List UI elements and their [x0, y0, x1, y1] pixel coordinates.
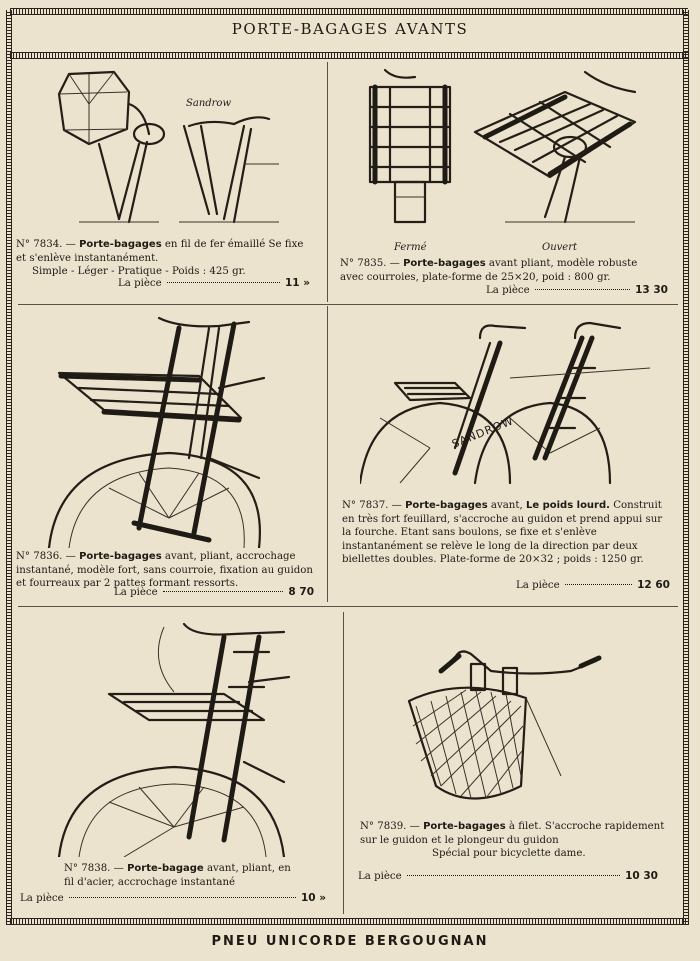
product-7834-price: 11 »	[284, 277, 310, 289]
product-7834-price-label: La pièce	[118, 278, 162, 289]
product-7836-desc: avant, pliant, accrochage instantané, modèle fort, sans courroie, fixation au guidon et fourreaux par 2 pattes formant ressorts.	[16, 551, 313, 589]
product-7839-price: 10 30	[625, 870, 658, 882]
product-7838-illustration	[54, 612, 354, 857]
product-7838-price-row	[20, 892, 326, 904]
horizontal-divider-2	[18, 606, 678, 607]
product-7835-description: N° 7835. — Porte-bagages avant pliant, modèle robuste avec courroies, plate-forme de 25×20, poid : 800 gr.	[340, 258, 638, 283]
product-7837	[330, 306, 680, 602]
product-7837-desc: Construit en très fort feuillard, s'accroche au guidon et prend appui sur la fourche. Etant sans boulons, se fixe et s'enlève instantanément se relève le long de la direction par deux biellettes doubles. Plate-forme de 20×32 ; poids : 1250 gr.	[342, 500, 663, 565]
product-7839-price-dots	[407, 875, 620, 876]
product-7837-description: N° 7837. — Porte-bagages avant, Le poids lourd. Construit en très fort feuillard, s'accroche au guidon et prend appui sur la fourche. Etant sans boulons, se fixe et s'enlève instantanément se relève le long de la direction par deux biellettes doubles. Plate-forme de 20×32 ; poids : 1250 gr.	[342, 500, 663, 565]
product-7839-name: Porte-bagages	[423, 821, 506, 832]
product-7834-price-row	[118, 277, 310, 289]
product-7834	[14, 62, 326, 302]
product-7839-description: N° 7839. — Porte-bagages à filet. S'accroche rapidement sur le guidon et le plongeur du guidon Spécial pour bicyclette dame.	[360, 821, 665, 859]
product-7836-name: Porte-bagages	[79, 551, 162, 562]
top-border	[10, 8, 688, 15]
product-7839-number: N° 7839.	[360, 821, 407, 832]
product-7837-name2: Le poids lourd.	[525, 500, 610, 511]
product-7838-number: N° 7838.	[64, 863, 111, 874]
product-7839-illustration	[401, 626, 661, 826]
product-7835-label-closed: Fermé	[394, 242, 427, 253]
product-7837-price-row	[516, 579, 670, 591]
product-7838-desc: avant, pliant, en fil d'acier, accrochage instantané	[64, 863, 291, 888]
product-7838-description: N° 7838. — Porte-bagage avant, pliant, en fil d'acier, accrochage instantané	[64, 863, 291, 888]
product-7835-illustration	[335, 62, 665, 237]
product-7834-description: N° 7834. — Porte-bagages en fil de fer émaillé Se fixe et s'enlève instantanément. Simple - Léger - Pratique - Poids : 425 gr.	[16, 239, 304, 277]
product-7837-illustration	[360, 308, 660, 488]
product-7838-price-dots	[69, 897, 296, 898]
product-7836-number: N° 7836.	[16, 551, 63, 562]
product-7837-price-label: La pièce	[516, 580, 560, 591]
product-7834-illustration	[19, 64, 319, 234]
product-7838-name: Porte-bagage	[127, 863, 204, 874]
right-border	[683, 10, 689, 925]
bottom-border	[10, 918, 688, 925]
product-7838-price-label: La pièce	[20, 893, 64, 904]
product-7839-price-label: La pièce	[358, 871, 402, 882]
product-7836	[14, 306, 326, 602]
product-7839	[346, 610, 680, 916]
left-border	[6, 10, 12, 925]
product-7836-price-row	[114, 586, 314, 598]
product-7837-brand-mark: SANDROW	[449, 414, 516, 451]
product-7836-price: 8 70	[288, 586, 314, 598]
vertical-divider-top	[327, 62, 328, 302]
product-7836-illustration	[19, 308, 319, 548]
product-7835-number: N° 7835.	[340, 258, 387, 269]
product-7837-number: N° 7837.	[342, 500, 389, 511]
product-7835-price-row	[486, 284, 668, 296]
product-7837-desc-a: avant,	[490, 500, 523, 511]
product-7836-price-label: La pièce	[114, 587, 158, 598]
product-7834-name: Porte-bagages	[79, 239, 162, 250]
product-7839-desc: à filet. S'accroche rapidement sur le guidon et le plongeur du guidon	[360, 821, 665, 846]
vertical-divider-middle	[327, 306, 328, 602]
product-7839-price-row	[358, 870, 658, 882]
page-title: PORTE-BAGAGES AVANTS	[231, 20, 469, 38]
product-7838	[14, 610, 342, 916]
product-7835-price-label: La pièce	[486, 285, 530, 296]
product-7837-name: Porte-bagages	[405, 500, 488, 511]
product-7835-price-dots	[535, 289, 630, 290]
product-7834-desc: en fil de fer émaillé Se fixe et s'enlève instantanément.	[16, 239, 304, 264]
product-7834-number: N° 7834.	[16, 239, 63, 250]
product-7834-price-dots	[167, 282, 280, 283]
product-7837-price-dots	[565, 584, 632, 585]
product-7837-price: 12 60	[637, 579, 670, 591]
product-7834-extra: Simple - Léger - Pratique - Poids : 425 gr.	[32, 266, 246, 277]
product-7836-price-dots	[163, 591, 284, 592]
product-7835-desc: avant pliant, modèle robuste avec courroies, plate-forme de 25×20, poid : 800 gr.	[340, 258, 638, 283]
footer-brand: PNEU UNICORDE BERGOUGNAN	[211, 934, 489, 949]
product-7835-name: Porte-bagages	[403, 258, 486, 269]
product-7838-price: 10 »	[300, 892, 326, 904]
product-7835-label-open: Ouvert	[542, 242, 578, 253]
product-7834-brand-mark: Sandrow	[186, 98, 232, 109]
horizontal-divider-1	[18, 304, 678, 305]
product-7835-price: 13 30	[635, 284, 668, 296]
title-underline-border	[10, 52, 688, 59]
product-7836-description: N° 7836. — Porte-bagages avant, pliant, accrochage instantané, modèle fort, sans courroie, fixation au guidon et fourreaux par 2 pattes formant ressorts.	[16, 551, 313, 589]
product-7839-extra: Spécial pour bicyclette dame.	[432, 848, 586, 859]
product-7835	[330, 62, 680, 302]
